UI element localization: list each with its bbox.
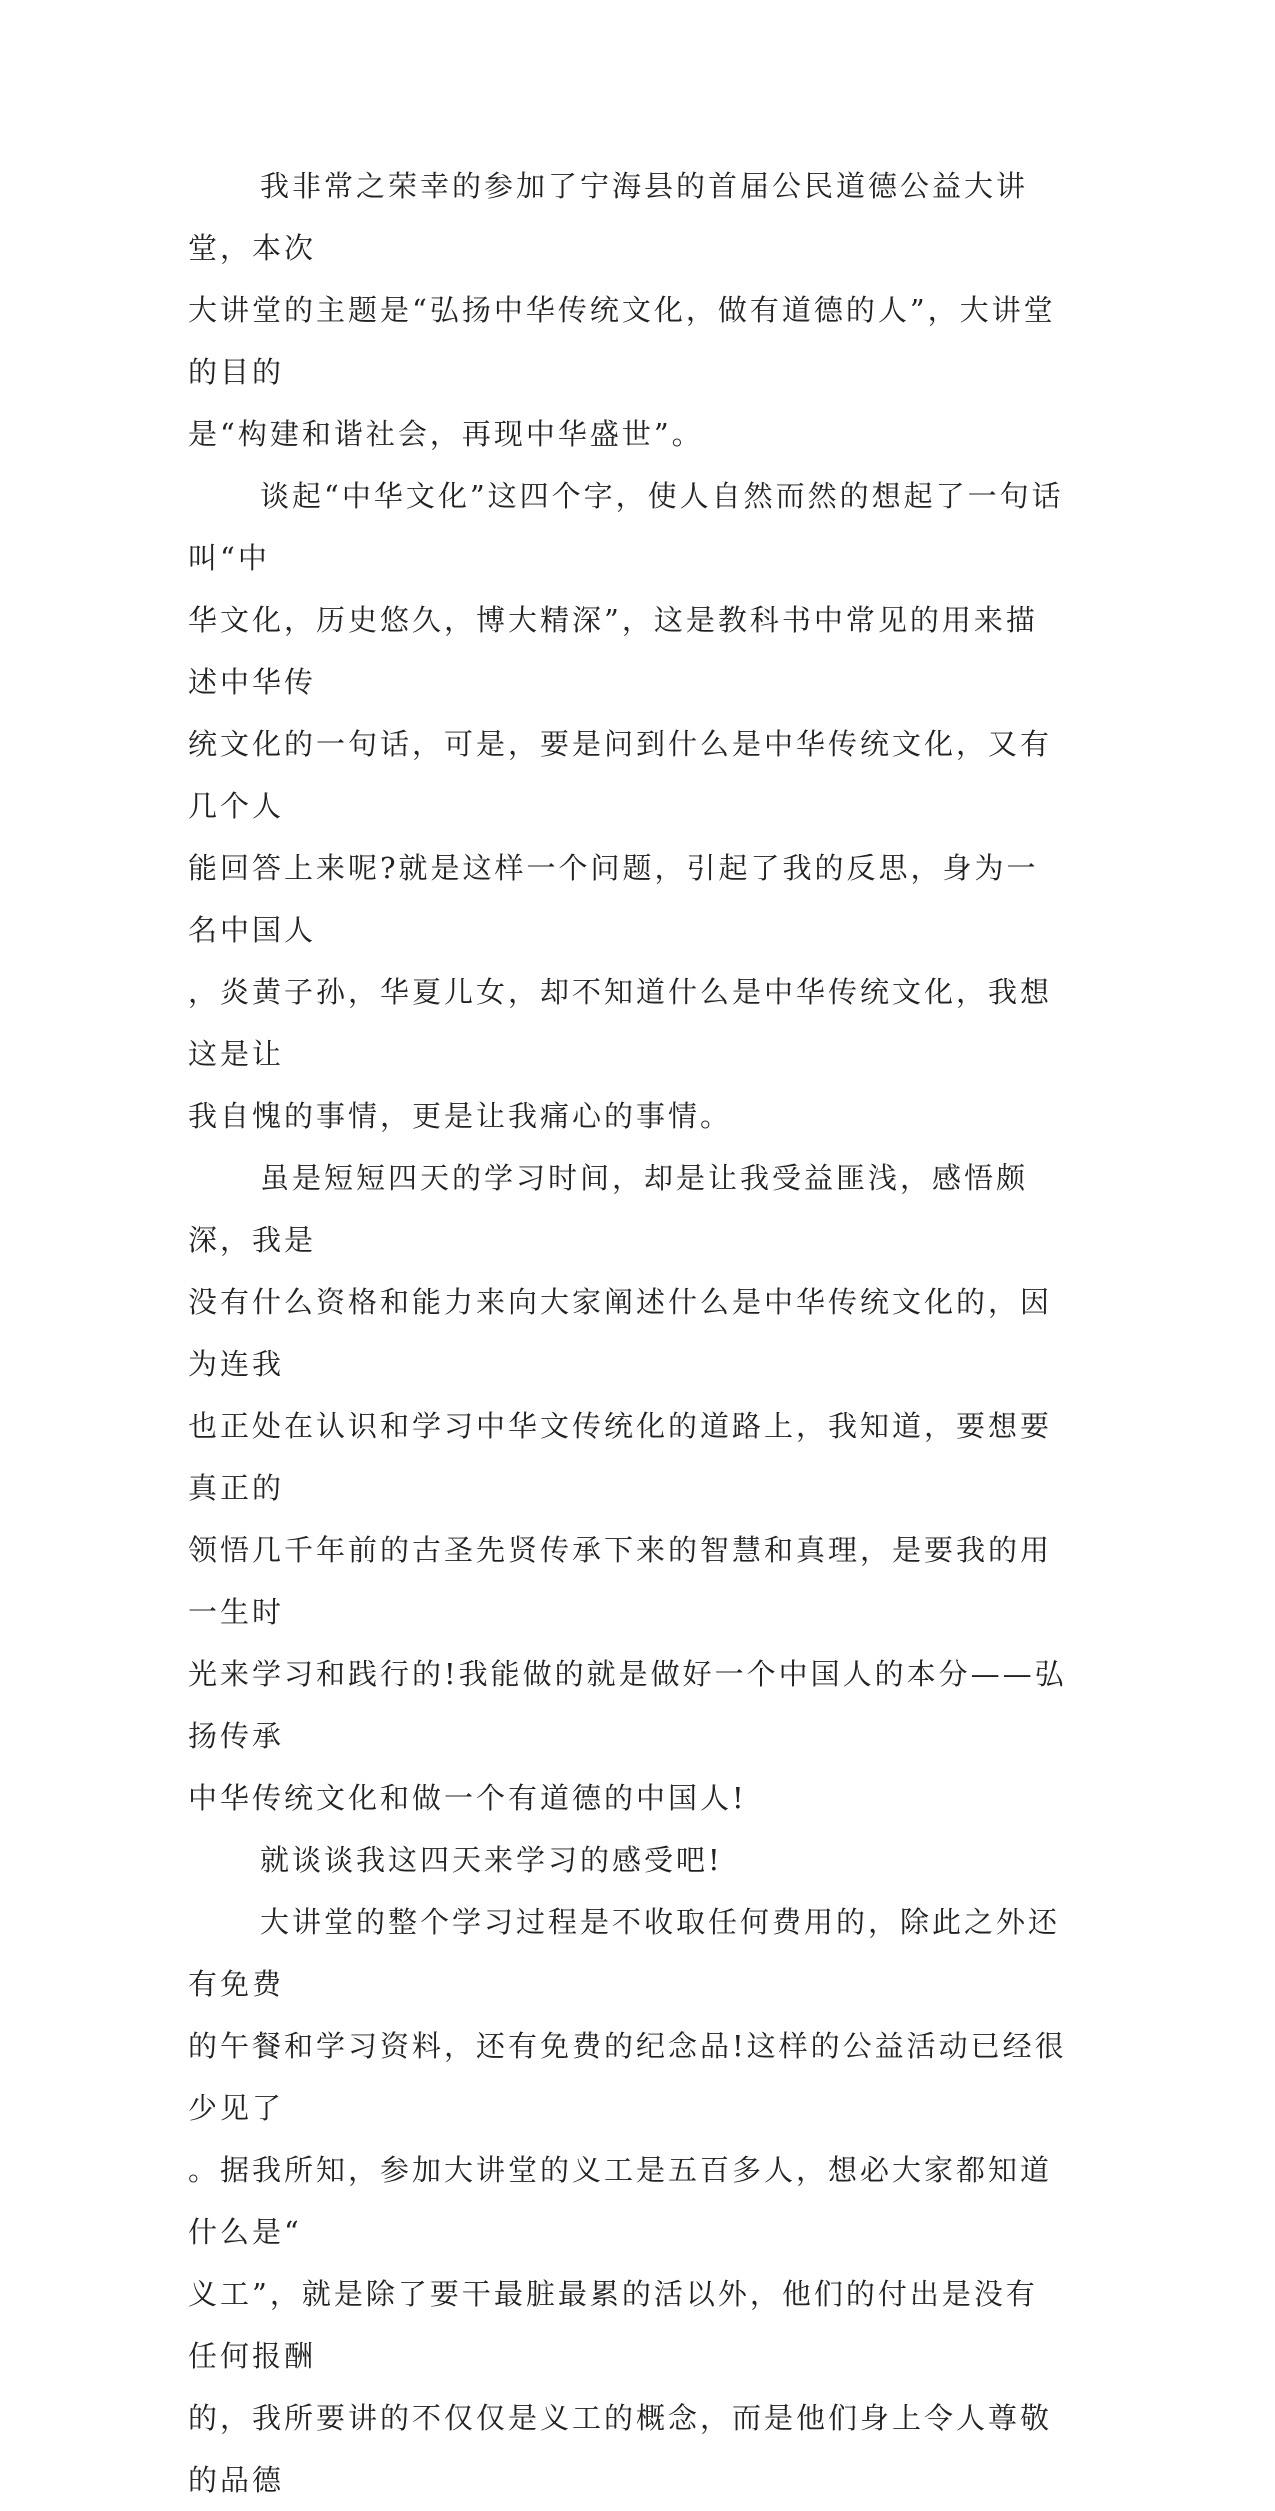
paragraph-2-text: 谈起“中华文化”这四个字，使人自然而然的想起了一句话叫“中 华文化，历史悠久，博大精深”，这是教科书中常见的用来描述中华传 统文化的一句话，可是，要是问到什么是中华传统文化，又有几个人 能回答上来呢?就是这样一个问题，引起了我的反思，身为一名中国人 ，炎黄子孙，华夏儿女，却不知道什么是中华传统文化，我想这是让 我自愧的事情，更是让我痛心的事情。 <box>188 479 1064 1133</box>
paragraph-5-text: 大讲堂的整个学习过程是不收取任何费用的，除此之外还有免费 的午餐和学习资料，还有免费的纪念品!这样的公益活动已经很少见了 。据我所知，参加大讲堂的义工是五百多人，想必大家都知道什么是“ 义工”，就是除了要干最脏最累的活以外，他们的付出是没有任何报酬 的，我所要讲的不仅仅是义工的概念，而是他们身上令人尊敬的品德 <box>188 1905 1067 2497</box>
paragraph-4-text: 就谈谈我这四天来学习的感受吧! <box>260 1843 723 1877</box>
paragraph-4 <box>188 1829 1068 1891</box>
paragraph-1 <box>188 155 1068 465</box>
paragraph-2 <box>188 465 1068 1147</box>
paragraph-3-text: 虽是短短四天的学习时间，却是让我受益匪浅，感悟颇深，我是 没有什么资格和能力来向大家阐述什么是中华传统文化的，因为连我 也正处在认识和学习中华文传统化的道路上，我知道，要想要真正的 领悟几千年前的古圣先贤传承下来的智慧和真理，是要我的用一生时 光来学习和践行的!我能做的就是做好一个中国人的本分——弘扬传承 中华传统文化和做一个有道德的中国人! <box>188 1161 1067 1815</box>
paragraph-5 <box>188 1891 1068 2511</box>
paragraph-1-text: 我非常之荣幸的参加了宁海县的首届公民道德公益大讲堂，本次 大讲堂的主题是“弘扬中华传统文化，做有道德的人”，大讲堂的目的 是“构建和谐社会，再现中华盛世”。 <box>188 169 1056 451</box>
paragraph-3 <box>188 1147 1068 1829</box>
document-body <box>188 155 1068 2511</box>
